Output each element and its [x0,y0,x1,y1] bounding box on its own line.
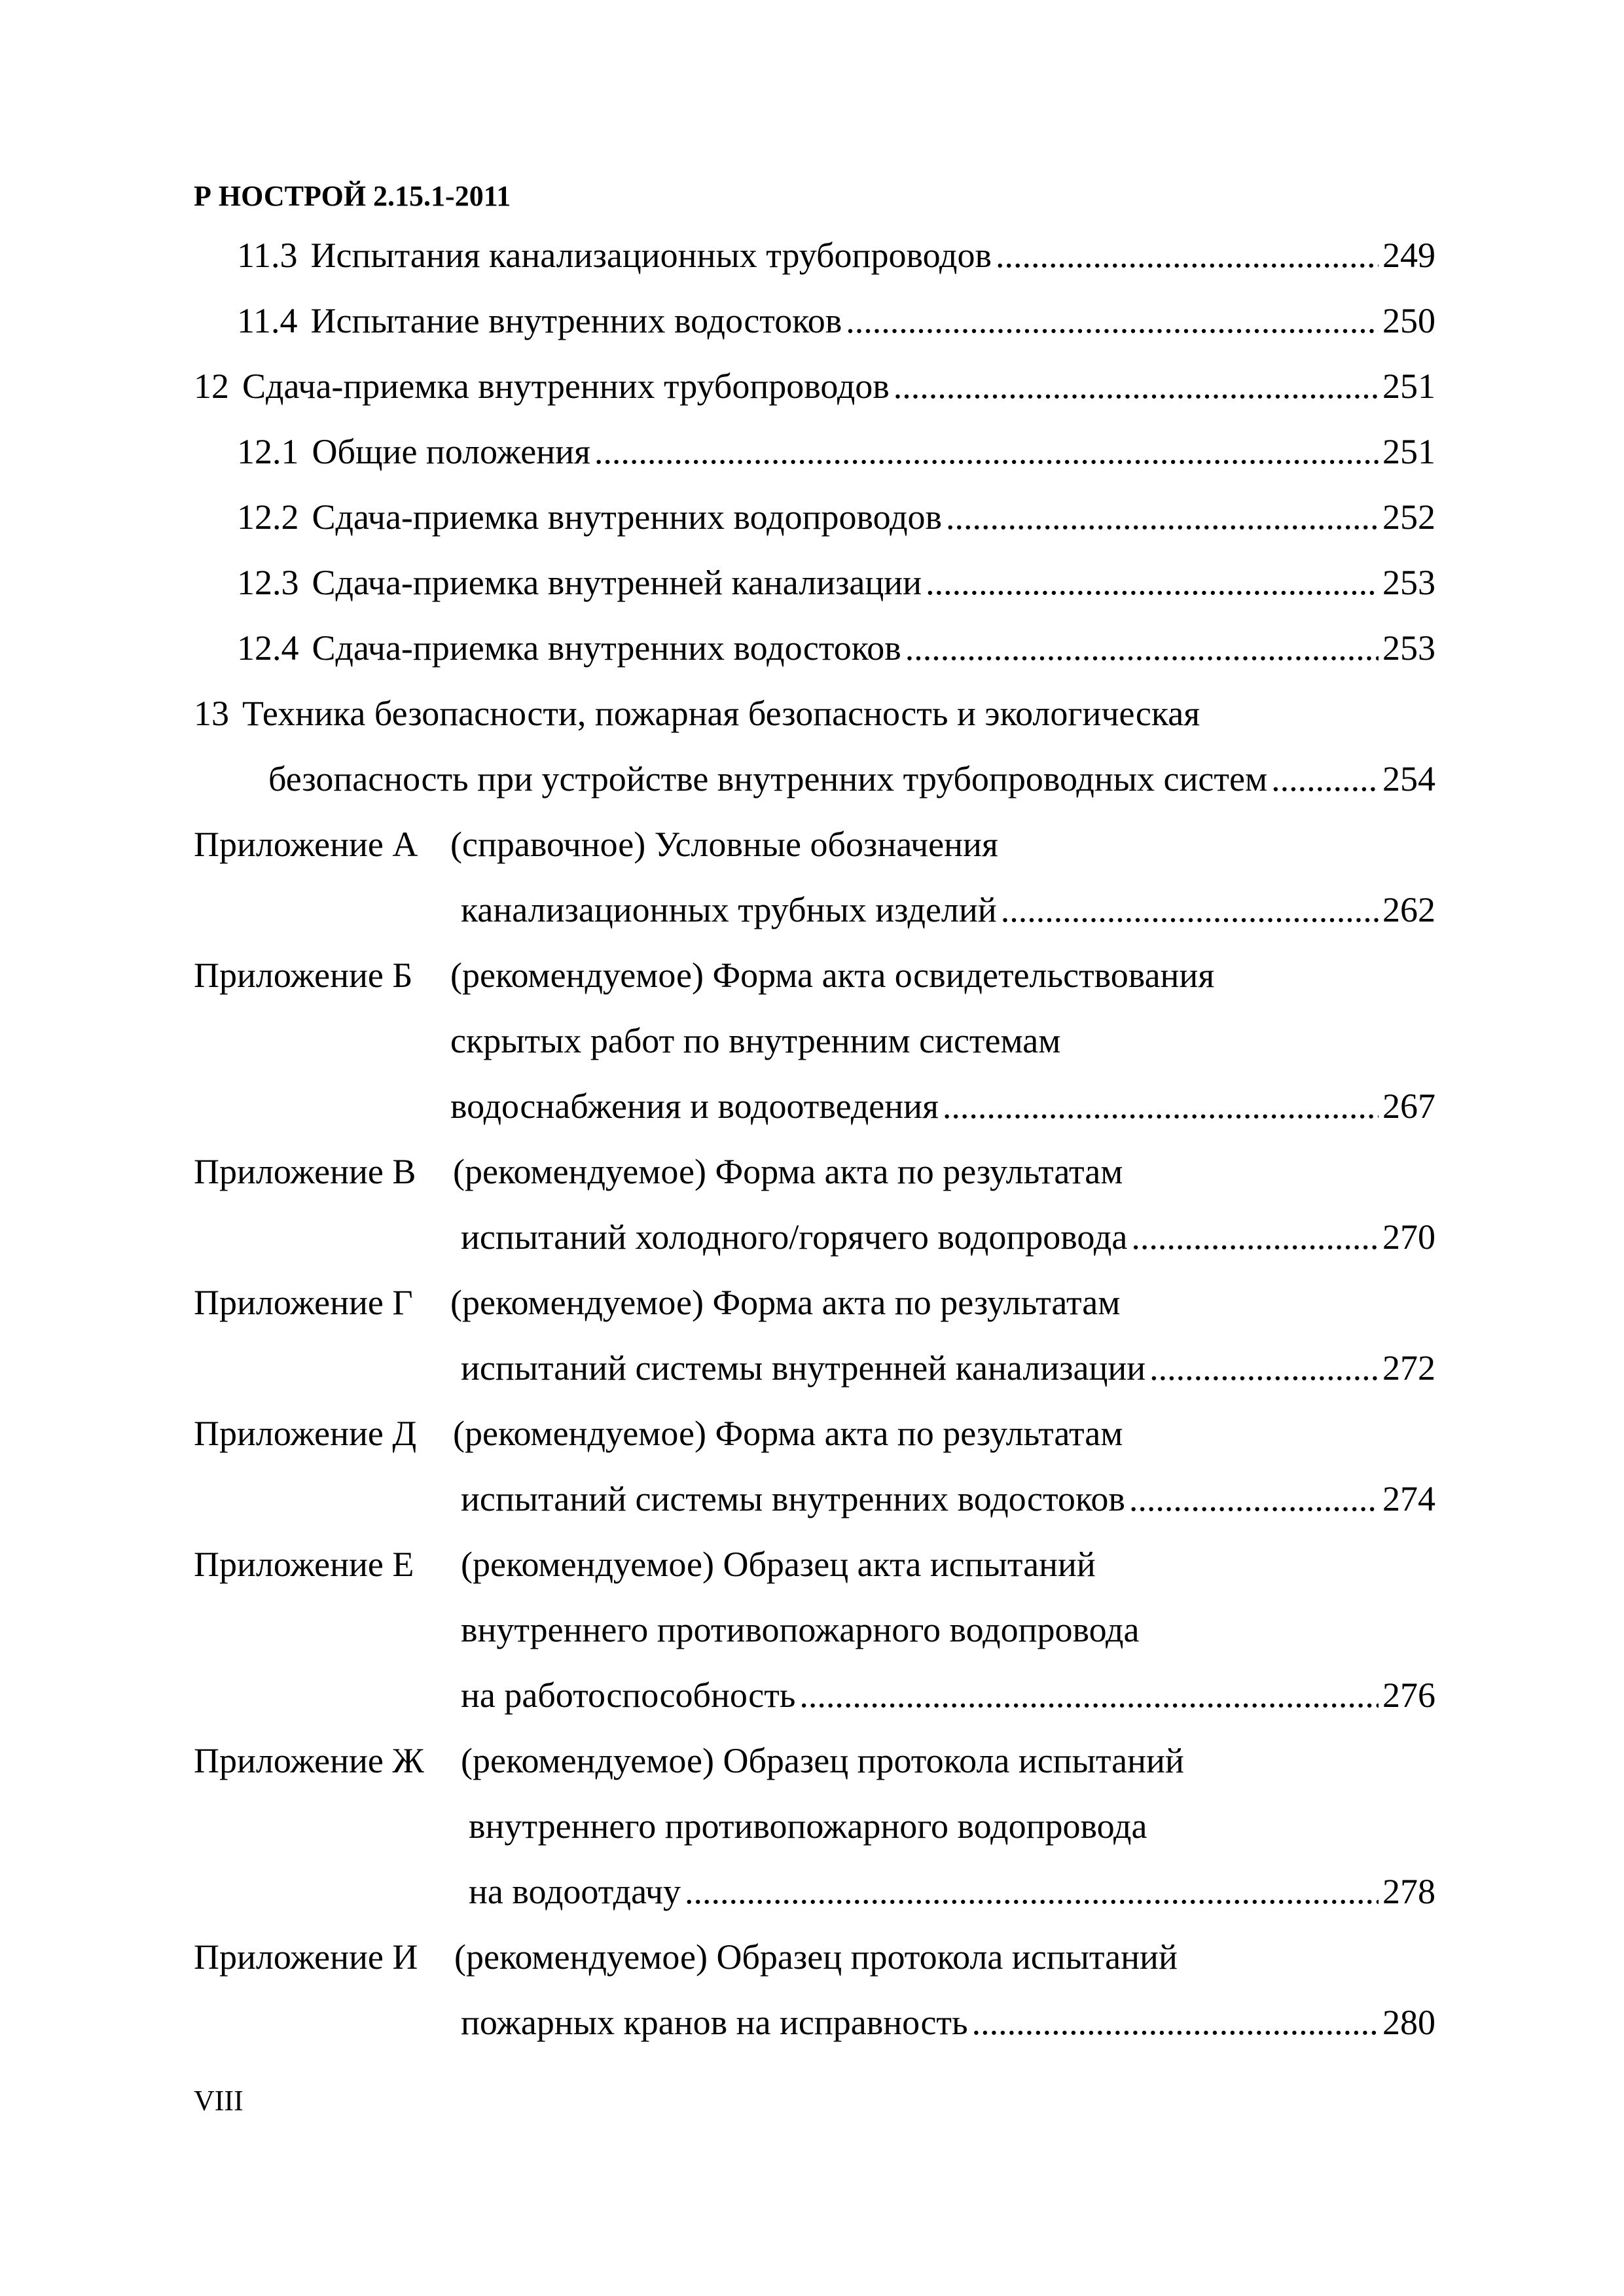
dot-leader [799,1669,1379,1721]
toc-entry-page: 250 [1382,301,1435,340]
appendix-label: Приложение Д [194,1414,417,1453]
dot-leader [846,295,1379,347]
toc-entry-page: 262 [1382,890,1435,929]
toc-entry-page: 270 [1382,1217,1435,1257]
appendix-title-continued: пожарных кранов на исправность [461,2003,968,2042]
appendix-title: (рекомендуемое) Форма акта по результатам [453,1414,1123,1453]
appendix-title-continued: испытаний системы внутренней канализации [461,1348,1146,1388]
toc-entry-page: 272 [1382,1348,1435,1388]
toc-entry-page: 267 [1382,1086,1435,1126]
toc-entry-number: 11.4 [237,301,298,340]
toc-appendix-v-last-line [461,1211,1435,1263]
appendix-title-continued: испытаний холодного/горячего водопровода [461,1217,1128,1257]
page-number: VIII [194,2085,244,2117]
toc-appendix-zh-last-line [469,1865,1435,1918]
toc-entry-page: 278 [1382,1872,1435,1911]
appendix-title: (рекомендуемое) Образец акта испытаний [461,1545,1096,1584]
toc-appendix-e-middle-line [461,1604,1140,1656]
dot-leader [594,425,1379,478]
appendix-title: (рекомендуемое) Форма акта по результатам [450,1283,1121,1322]
toc-entry-title: Сдача-приемка внутренней канализации [312,563,922,602]
toc-entry-12 [194,360,1435,412]
appendix-label: Приложение Ж [194,1741,424,1780]
dot-leader [926,556,1379,609]
toc-appendix-v-first-line [194,1145,1123,1198]
toc-entry-page: 280 [1382,2003,1435,2042]
toc-entry-page: 249 [1382,236,1435,275]
toc-entry-title-continued: безопасность при устройстве внутренних трубопроводных систем [268,759,1268,798]
appendix-title: (справочное) Условные обозначения [450,825,998,864]
toc-entry-number: 13 [194,694,229,733]
toc-entry-12-1 [237,425,1435,478]
appendix-title-continued: на водоотдачу [469,1872,681,1911]
toc-entry-13-last-line [268,753,1435,805]
appendix-label: Приложение В [194,1152,416,1191]
toc-entry-11-4 [237,295,1435,347]
toc-entry-page: 251 [1382,367,1435,406]
dot-leader [905,622,1379,674]
appendix-title: (рекомендуемое) Форма акта освидетельствования [450,956,1215,995]
toc-entry-12-3 [237,556,1435,609]
toc-entry-page: 252 [1382,497,1435,537]
appendix-label: Приложение А [194,825,418,864]
toc-entry-number: 12 [194,367,229,406]
toc-entry-title: Сдача-приемка внутренних трубопроводов [242,367,890,406]
appendix-title-continued: водоснабжения и водоотведения [450,1086,939,1126]
toc-appendix-e-first-line [194,1538,1096,1590]
toc-entry-number: 12.3 [237,563,299,602]
toc-entry-number: 12.1 [237,432,299,471]
toc-entry-page: 276 [1382,1676,1435,1715]
dot-leader [996,229,1379,281]
dot-leader [943,1080,1379,1132]
toc-appendix-a-last-line [461,884,1435,936]
toc-entry-page: 253 [1382,628,1435,668]
toc-appendix-d-last-line [461,1473,1435,1525]
toc-appendix-g-last-line [461,1342,1435,1394]
appendix-title: (рекомендуемое) Образец протокола испытаний [454,1937,1178,1977]
toc-appendix-zh-middle-line [469,1800,1147,1852]
toc-appendix-g-first-line [194,1276,1120,1329]
dot-leader [893,360,1379,412]
dot-leader [1271,753,1379,805]
toc-entry-number: 12.4 [237,628,299,668]
toc-appendix-i-first-line [194,1931,1178,1983]
toc-appendix-zh-first-line [194,1734,1184,1787]
toc-entry-title: Общие положения [312,432,590,471]
appendix-title: (рекомендуемое) Форма акта по результатам [453,1152,1123,1191]
toc-appendix-b-last-line [450,1080,1435,1132]
toc-appendix-i-last-line [461,1996,1435,2049]
appendix-title-continued: внутреннего противопожарного водопровода [469,1806,1147,1846]
appendix-label: Приложение Г [194,1283,413,1322]
toc-appendix-b-middle-line [450,1014,1060,1067]
toc-entry-number: 11.3 [237,236,298,275]
appendix-title-continued: скрытых работ по внутренним системам [450,1021,1061,1060]
dot-leader [1131,1211,1379,1263]
toc-entry-title: Испытания канализационных трубопроводов [310,236,992,275]
dot-leader [972,1996,1379,2049]
toc-entry-title: Техника безопасности, пожарная безопасность и экологическая [242,694,1200,733]
toc-appendix-d-first-line [194,1407,1123,1460]
dot-leader [1149,1342,1379,1394]
toc-entry-title: Испытание внутренних водостоков [310,301,842,340]
appendix-title: (рекомендуемое) Образец протокола испытаний [461,1741,1184,1780]
toc-entry-13-first-line [194,687,1200,740]
toc-appendix-e-last-line [461,1669,1435,1721]
appendix-title-continued: канализационных трубных изделий [461,890,997,929]
toc-entry-title: Сдача-приемка внутренних водостоков [312,628,901,668]
toc-entry-11-3 [237,229,1435,281]
toc-appendix-b-first-line [194,949,1214,1001]
toc-entry-page: 253 [1382,563,1435,602]
appendix-title-continued: на работоспособность [461,1676,796,1715]
toc-entry-page: 274 [1382,1479,1435,1518]
appendix-label: Приложение Е [194,1545,414,1584]
appendix-label: Приложение И [194,1937,418,1977]
appendix-label: Приложение Б [194,956,413,995]
appendix-title-continued: испытаний системы внутренних водостоков [461,1479,1125,1518]
appendix-title-continued: внутреннего противопожарного водопровода [461,1610,1140,1649]
document-code-header: Р НОСТРОЙ 2.15.1-2011 [194,180,511,212]
toc-entry-page: 254 [1382,759,1435,798]
toc-entry-12-2 [237,491,1435,543]
dot-leader [1129,1473,1379,1525]
toc-entry-title: Сдача-приемка внутренних водопроводов [312,497,943,537]
dot-leader [685,1865,1379,1918]
toc-appendix-a-first-line [194,818,998,870]
toc-entry-page: 251 [1382,432,1435,471]
toc-entry-12-4 [237,622,1435,674]
dot-leader [1001,884,1379,936]
toc-entry-number: 12.2 [237,497,299,537]
dot-leader [946,491,1379,543]
